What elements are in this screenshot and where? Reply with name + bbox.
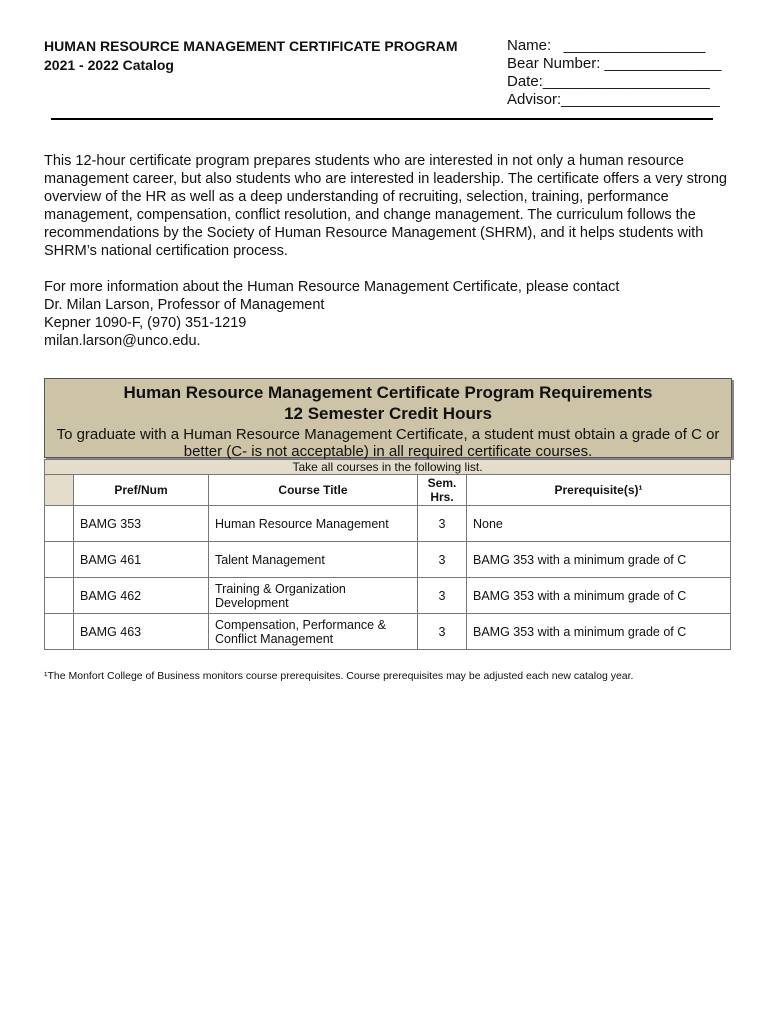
header-prerequisites: Prerequisite(s)¹ [467, 475, 731, 506]
student-info-block [507, 37, 721, 109]
requirements-note: To graduate with a Human Resource Management Certificate, a student must obtain a grade of C or better (C- is not acceptable) in all required certificate courses. [56, 426, 720, 460]
table-row [45, 506, 731, 542]
header-sem: Sem. [427, 476, 457, 490]
requirements-title: Human Resource Management Certificate Program Requirements [123, 383, 653, 402]
intro-paragraph: This 12-hour certificate program prepares students who are interested in not only a human resource management career, but also students who are interested in leadership. The certificate offers a very strong overview of the HR as well as a deep understanding of recruiting, selection, training, performance management, compensation, conflict resolution, and change management. The curriculum follows the recommendations by the Society of Human Resource Management (SHRM), and it helps students with SHRM’s national certification process. [44, 153, 727, 259]
course-prereq: BAMG 353 with a minimum grade of C [467, 614, 731, 650]
header-sem-hrs [418, 475, 467, 506]
row-spacer [45, 578, 74, 614]
header-pref-num: Pref/Num [74, 475, 209, 506]
prerequisite-footnote: ¹The Monfort College of Business monitors course prerequisites. Course prerequisites may be adjusted each new catalog year. [44, 670, 634, 682]
course-title: Talent Management [209, 542, 418, 578]
course-title: Compensation, Performance & Conflict Management [209, 614, 418, 650]
table-row [45, 542, 731, 578]
contact-line: For more information about the Human Resource Management Certificate, please contact [44, 279, 620, 295]
course-table [44, 459, 731, 650]
catalog-year: 2021 - 2022 Catalog [44, 57, 174, 73]
header-divider [51, 118, 713, 120]
course-pref: BAMG 463 [74, 614, 209, 650]
program-title: HUMAN RESOURCE MANAGEMENT CERTIFICATE PROGRAM [44, 38, 458, 54]
course-pref: BAMG 461 [74, 542, 209, 578]
course-prereq: BAMG 353 with a minimum grade of C [467, 578, 731, 614]
course-hrs: 3 [418, 542, 467, 578]
header-course-title: Course Title [209, 475, 418, 506]
contact-email: milan.larson@unco.edu. [44, 333, 201, 349]
table-header-row [45, 475, 731, 506]
course-pref: BAMG 462 [74, 578, 209, 614]
advisor-field[interactable]: Advisor:___________________ [507, 91, 720, 108]
course-hrs: 3 [418, 578, 467, 614]
bear-number-field[interactable]: Bear Number: ______________ [507, 55, 722, 72]
course-hrs: 3 [418, 506, 467, 542]
course-pref: BAMG 353 [74, 506, 209, 542]
contact-name: Dr. Milan Larson, Professor of Management [44, 297, 325, 313]
table-row [45, 614, 731, 650]
document-header [44, 37, 458, 75]
date-field[interactable]: Date:____________________ [507, 73, 710, 90]
row-spacer [45, 542, 74, 578]
take-all-note: Take all courses in the following list. [45, 460, 731, 475]
table-row [45, 578, 731, 614]
row-spacer [45, 614, 74, 650]
header-spacer [45, 475, 74, 506]
contact-office: Kepner 1090-F, (970) 351-1219 [44, 315, 247, 331]
course-title: Training & Organization Development [209, 578, 418, 614]
requirements-banner [44, 378, 732, 458]
course-prereq: None [467, 506, 731, 542]
row-spacer [45, 506, 74, 542]
header-hrs: Hrs. [430, 490, 454, 504]
name-field[interactable]: Name: _________________ [507, 37, 706, 54]
contact-info [44, 278, 734, 350]
requirements-credit-hours: 12 Semester Credit Hours [284, 404, 492, 423]
course-hrs: 3 [418, 614, 467, 650]
course-prereq: BAMG 353 with a minimum grade of C [467, 542, 731, 578]
course-title: Human Resource Management [209, 506, 418, 542]
